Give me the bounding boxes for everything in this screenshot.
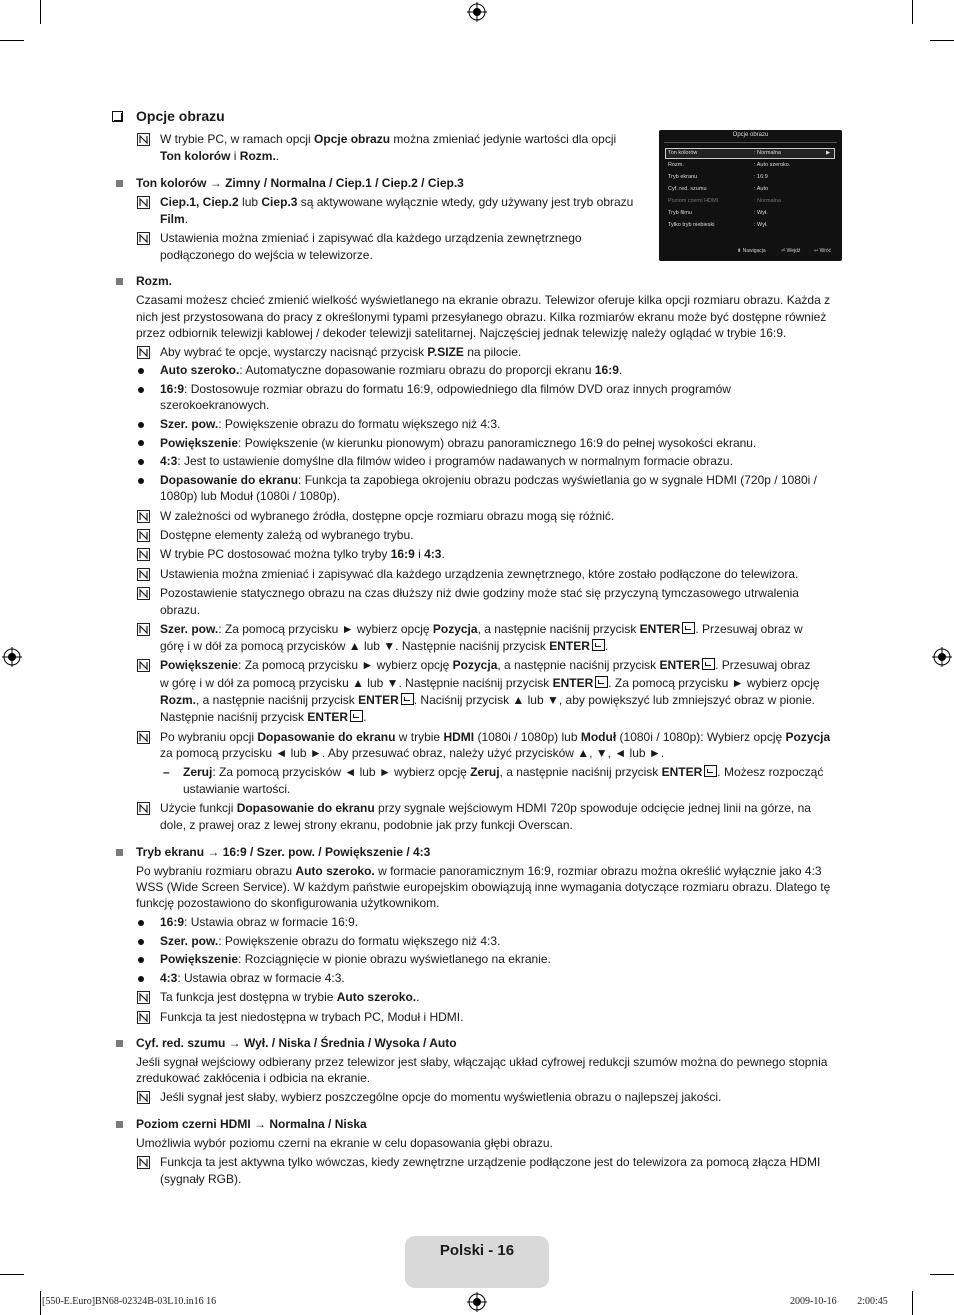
text: Aby wybrać te opcje, wystarczy nacisnąć przycisk P.SIZE na pilocie.	[160, 345, 522, 359]
bullet	[138, 939, 144, 945]
osd-row[interactable]: Tylko tryb niebieski : Wył.	[668, 222, 768, 228]
note-icon	[137, 587, 150, 600]
osd-row[interactable]: Rozm. : Auto szeroko.	[668, 162, 791, 168]
note-icon	[137, 623, 150, 636]
text: dole, z prawej oraz z lewej strony ekranu, podobnie jak przy funkcji Overscan.	[160, 818, 573, 832]
registration-mark-icon	[932, 647, 952, 667]
text: WSS (Wide Screen Service). W każdym państwie europejskim obowiązują inne wymagania dotyczące rozmiaru obrazu. Dlatego tę	[136, 880, 831, 894]
osd-enter-hint: ⏎ Wejdź	[781, 248, 801, 254]
text: szerokoekranowych.	[160, 398, 270, 412]
page-number-box	[405, 1236, 549, 1288]
remote-note-icon	[137, 346, 150, 359]
text: przez odbiornik telewizji kablowej / dekoder telewizji satelitarnej. Najczęściej jednak telewizję należy oglądać w trybie 16:9.	[136, 326, 787, 340]
text: Następnie naciśnij przycisk ENTER .	[160, 710, 367, 724]
text: 16:9: Dostosowuje rozmiar obrazu do formatu 16:9, odpowiedniego dla filmów DVD oraz innych programów	[160, 382, 731, 396]
text: Powiększenie: Za pomocą przycisku ► wybierz opcję Pozycja, a następnie naciśnij przycisk ENTER . Przesuwaj obraz	[160, 658, 811, 672]
osd-back-hint: ↩ Wróć	[814, 248, 832, 254]
checkbox-icon	[112, 111, 123, 122]
text: funkcję pozostawiono do skonfigurowania użytkownikom.	[136, 896, 440, 910]
text: za pomocą przycisku ◄ lub ►. Aby przesuwać obraz, należy użyć przycisków ▲, ▼, ◄ lub ►.	[160, 746, 665, 760]
text: Rozm.	[136, 274, 172, 288]
note-icon	[137, 991, 150, 1004]
footer-date: 2009-10-16 ￿￿ 2:00:45	[790, 1296, 888, 1307]
text: Powiększenie: Powiększenie (w kierunku pionowym) obrazu panoramicznego 16:9 do pełnej wysokości ekranu.	[160, 436, 757, 450]
registration-mark-icon	[2, 647, 22, 667]
text: Pozostawienie statycznego obrazu na czas dłuższy niż dwie godziny może stać się przyczyną tymczasowego utrwalenia	[160, 586, 799, 600]
osd-row[interactable]: Ton kolorów : Normalna ▶	[666, 149, 834, 158]
bullet	[138, 368, 144, 374]
text: Użycie funkcji Dopasowanie do ekranu przy sygnale wejściowym HDMI 720p spowoduje odcięcie jednej linii na górze, na	[160, 801, 811, 815]
text: Ton kolorów i Rozm..	[160, 149, 280, 163]
bullet	[138, 387, 144, 393]
text: Film.	[160, 212, 189, 226]
text: Tryb ekranu → 16:9 / Szer. pow. / Powiększenie / 4:3	[136, 845, 431, 859]
note-icon	[137, 133, 150, 146]
bullet	[138, 440, 144, 446]
osd-row: Poziom czerni HDMI : Normalna	[668, 198, 781, 204]
bullet	[138, 957, 144, 963]
square-bullet	[116, 180, 123, 187]
bullet	[138, 976, 144, 982]
text: Funkcja ta jest niedostępna w trybach PC, Moduł i HDMI.	[160, 1010, 464, 1024]
text: Rozm., a następnie naciśnij przycisk ENTER . Naciśnij przycisk ▲ lub ▼, aby powiększyć lub zmniejszyć obraz w pionie.	[160, 693, 815, 707]
text: Ciep.1, Ciep.2 lub Ciep.3 są aktywowane wyłącznie wtedy, gdy używany jest tryb obrazu	[160, 195, 634, 209]
text: podłączonego do wejścia w telewizorze.	[160, 248, 373, 262]
note-icon	[137, 659, 150, 672]
osd-row[interactable]: Tryb ekranu : 16:9	[668, 174, 768, 180]
note-icon	[137, 802, 150, 815]
page-number: Polski - 16	[439, 1242, 515, 1259]
note-icon	[137, 548, 150, 561]
text: Jeśli sygnał wejściowy odbierany przez telewizor jest słaby, włączając układ cyfrowej redukcji szumów można do pewnego stopnia	[136, 1055, 828, 1069]
text: 1080p) lub Moduł (1080i / 1080p).	[160, 489, 341, 503]
osd-title: Opcje obrazu	[732, 132, 769, 138]
note-icon	[137, 1091, 150, 1104]
note-icon	[137, 510, 150, 523]
text: Powiększenie: Rozciągnięcie w pionie obrazu wyświetlanego na ekranie.	[160, 952, 551, 966]
text: Poziom czerni HDMI → Normalna / Niska	[136, 1117, 367, 1131]
crop-mark	[40, 0, 41, 24]
square-bullet	[116, 849, 123, 856]
square-bullet	[116, 278, 123, 285]
text: Cyf. red. szumu → Wył. / Niska / Średnia / Wysoka / Auto	[136, 1036, 457, 1050]
bullet	[138, 422, 144, 428]
arrow-right-icon: ▶	[826, 150, 831, 156]
text: Ustawienia można zmieniać i zapisywać dla każdego urządzenia zewnętrznego, które zostało podłączone do telewizora.	[160, 567, 799, 581]
note-icon	[137, 568, 150, 581]
square-bullet	[116, 1040, 123, 1047]
text: Umożliwia wybór poziomu czerni na ekranie w celu dopasowania głębi obrazu.	[136, 1136, 553, 1150]
text: (sygnały RGB).	[160, 1172, 242, 1186]
text: Po wybraniu opcji Dopasowanie do ekranu w trybie HDMI (1080i / 1080p) lub Moduł (1080i / 1080p): Wybierz opcję Pozycja	[160, 730, 831, 744]
text: Szer. pow.: Powiększenie obrazu do formatu większego niż 4:3.	[160, 417, 501, 431]
bullet	[138, 920, 144, 926]
text: ustawianie wartości.	[183, 782, 291, 796]
section-title: Opcje obrazu	[136, 108, 225, 124]
text: Szer. pow.: Za pomocą przycisku ► wybierz opcję Pozycja, a następnie naciśnij przycisk ENTER . Przesuwaj obraz w	[160, 622, 803, 636]
note-icon	[137, 731, 150, 744]
text: Ta funkcja jest dostępna w trybie Auto szeroko..	[160, 990, 420, 1004]
note-icon	[137, 196, 150, 209]
text: W trybie PC, w ramach opcji Opcje obrazu można zmieniać jedynie wartości dla opcji	[160, 132, 617, 146]
text: nich jest przystosowana do pracy z określonymi typami przesyłanego obrazu. Kilka rozmiarów ekranu może być dostępne również	[136, 310, 827, 324]
text: Dostępne elementy zależą od wybranego trybu.	[160, 528, 414, 542]
square-bullet	[116, 1121, 123, 1128]
text: górę i w dół za pomocą przycisków ▲ lub ▼. Następnie naciśnij przycisk ENTER .	[160, 639, 609, 653]
text: Ton kolorów → Zimny / Normalna / Ciep.1 / Ciep.2 / Ciep.3	[136, 176, 464, 190]
text: 4:3: Jest to ustawienie domyślne dla filmów wideo i programów nadawanych w normalnym formacie obrazu.	[160, 454, 733, 468]
registration-mark-icon	[467, 2, 487, 22]
bullet	[138, 459, 144, 465]
registration-mark-icon	[467, 1292, 487, 1312]
text: Czasami możesz chcieć zmienić wielkość wyświetlanego na ekranie obrazu. Telewizor oferuje kilka opcji rozmiaru obrazu. Każda z	[136, 293, 831, 307]
text: Po wybraniu rozmiaru obrazu Auto szeroko. w formacie panoramicznym 16:9, rozmiar obrazu można określić wyłącznie jako 4:3	[136, 864, 822, 878]
note-icon	[137, 1011, 150, 1024]
text: Jeśli sygnał jest słaby, wybierz poszczególne opcje do momentu wyświetlenia obrazu o najlepszej jakości.	[160, 1090, 722, 1104]
text: Szer. pow.: Powiększenie obrazu do formatu większego niż 4:3.	[160, 934, 501, 948]
text: w górę i w dół za pomocą przycisku ▲ lub ▼. Następnie naciśnij przycisk ENTER . Za pomocą przycisku ► wybierz opcję	[160, 676, 820, 690]
crop-mark	[930, 1274, 954, 1275]
text: W zależności od wybranego źródła, dostępne opcje rozmiaru obrazu mogą się różnić.	[160, 509, 615, 523]
text: zredukować zakłócenia i odbicia na ekranie.	[136, 1071, 371, 1085]
text: Zeruj: Za pomocą przycisków ◄ lub ► wybierz opcję Zeruj, a następnie naciśnij przycisk ENTER . Możesz rozpocząć	[183, 765, 824, 779]
crop-mark	[930, 40, 954, 41]
footer-file: [550-E.Euro]BN68-02324B-03L10.in16 16	[42, 1296, 217, 1307]
crop-mark	[40, 1291, 41, 1315]
crop-mark	[0, 40, 24, 41]
crop-mark	[912, 0, 913, 24]
osd-menu	[659, 130, 842, 261]
text: Auto szeroko.: Automatyczne dopasowanie rozmiaru obrazu do proporcji ekranu 16:9.	[160, 363, 623, 377]
bullet	[138, 478, 144, 484]
osd-nav-hint: ⬍ Nawigacja	[737, 248, 766, 254]
crop-mark	[0, 1274, 24, 1275]
note-icon	[137, 1156, 150, 1169]
text: 16:9: Ustawia obraz w formacie 16:9.	[160, 915, 359, 929]
osd-row[interactable]: Cyf. red. szumu : Auto	[668, 186, 769, 192]
text: 4:3: Ustawia obraz w formacie 4:3.	[160, 971, 345, 985]
note-icon	[137, 232, 150, 245]
text: –	[163, 765, 170, 779]
text: W trybie PC dostosować można tylko tryby 16:9 i 4:3.	[160, 547, 445, 561]
osd-row[interactable]: Tryb filmu : Wył.	[668, 210, 768, 216]
text: Ustawienia można zmieniać i zapisywać dla każdego urządzenia zewnętrznego	[160, 231, 582, 245]
text: Dopasowanie do ekranu: Funkcja ta zapobiega okrojeniu obrazu podczas wyświetlania go w sygnale HDMI (720p / 1080i /	[160, 473, 817, 487]
crop-mark	[912, 1291, 913, 1315]
note-icon	[137, 529, 150, 542]
text: obrazu.	[160, 603, 201, 617]
text: Funkcja ta jest aktywna tylko wówczas, kiedy zewnętrzne urządzenie podłączone jest do telewizora za pomocą złącza HDMI	[160, 1155, 821, 1169]
